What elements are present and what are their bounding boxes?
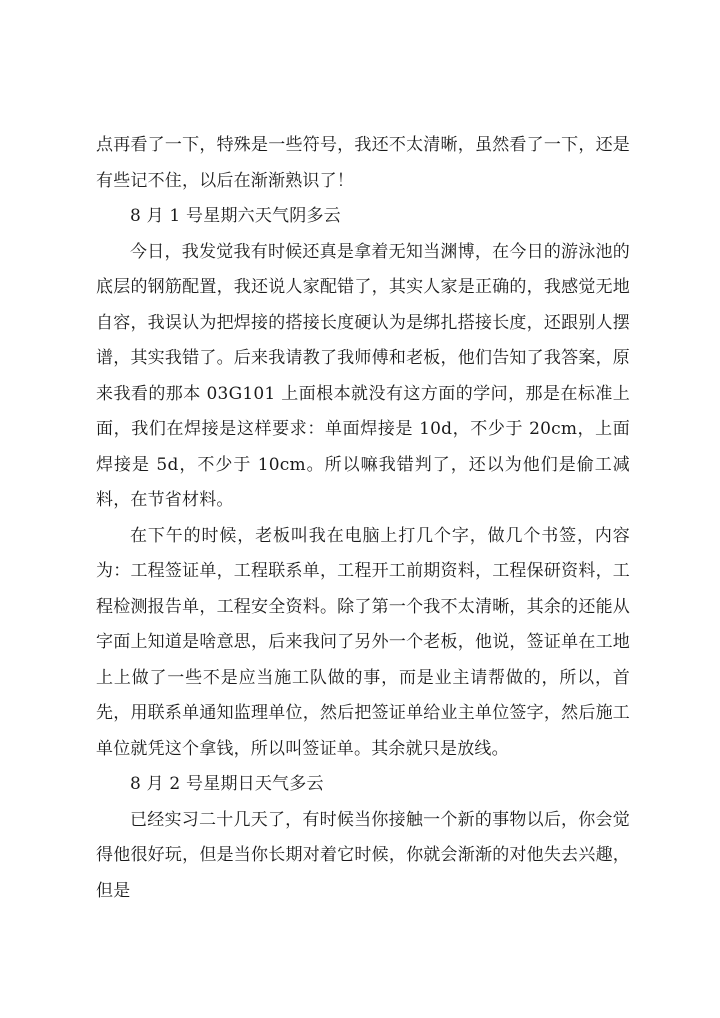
- diary-date-heading-aug-1: 8 月 1 号星期六天气阴多云: [130, 206, 341, 226]
- paragraph-bookmarks: 在下午的时候，老板叫我在电脑上打几个字，做几个书签，内容为：工程签证单，工程联系单，工程开工前期资料，工程保研资料，工程检测报告单，工程安全资料。除了第一个我不太清晰，其余的还能从字面上知道是啥意思，后来我问了另外一个老板，他说，签证单在工地上上做了一些不是应当施工队做的事，而是业主请帮做的，所以，首先，用联系单通知监理单位，然后把签证单给业主单位签字，然后施工单位就凭这个拿钱，所以叫签证单。其余就只是放线。: [96, 525, 630, 759]
- document-body: [96, 128, 630, 909]
- paragraph-internship-reflection: 已经实习二十几天了，有时候当你接触一个新的事物以后，你会觉得他很好玩，但是当你长期对着它时候，你就会渐渐的对他失去兴趣，但是: [96, 809, 630, 901]
- paragraph-continuation: 点再看了一下，特殊是一些符号，我还不太清晰，虽然看了一下，还是有些记不住，以后在渐渐熟识了！: [96, 135, 630, 191]
- paragraph-rebar-welding: 今日，我发觉我有时候还真是拿着无知当渊博，在今日的游泳池的底层的钢筋配置，我还说人家配错了，其实人家是正确的，我感觉无地自容，我误认为把焊接的搭接长度硬认为是绑扎搭接长度，还跟别人摆谱，其实我错了。后来我请教了我师傅和老板，他们告知了我答案，原来我看的那本 03G101 上面根本就没有这方面的学问，那是在标准上面，我们在焊接是这样要求：单面焊接是 10d，不少于 20cm，上面焊接是 5d，不少于 10cm。所以嘛我错判了，还以为他们是偷工减料，在节省材料。: [96, 241, 630, 510]
- diary-date-heading-aug-2: 8 月 2 号星期日天气多云: [130, 774, 324, 794]
